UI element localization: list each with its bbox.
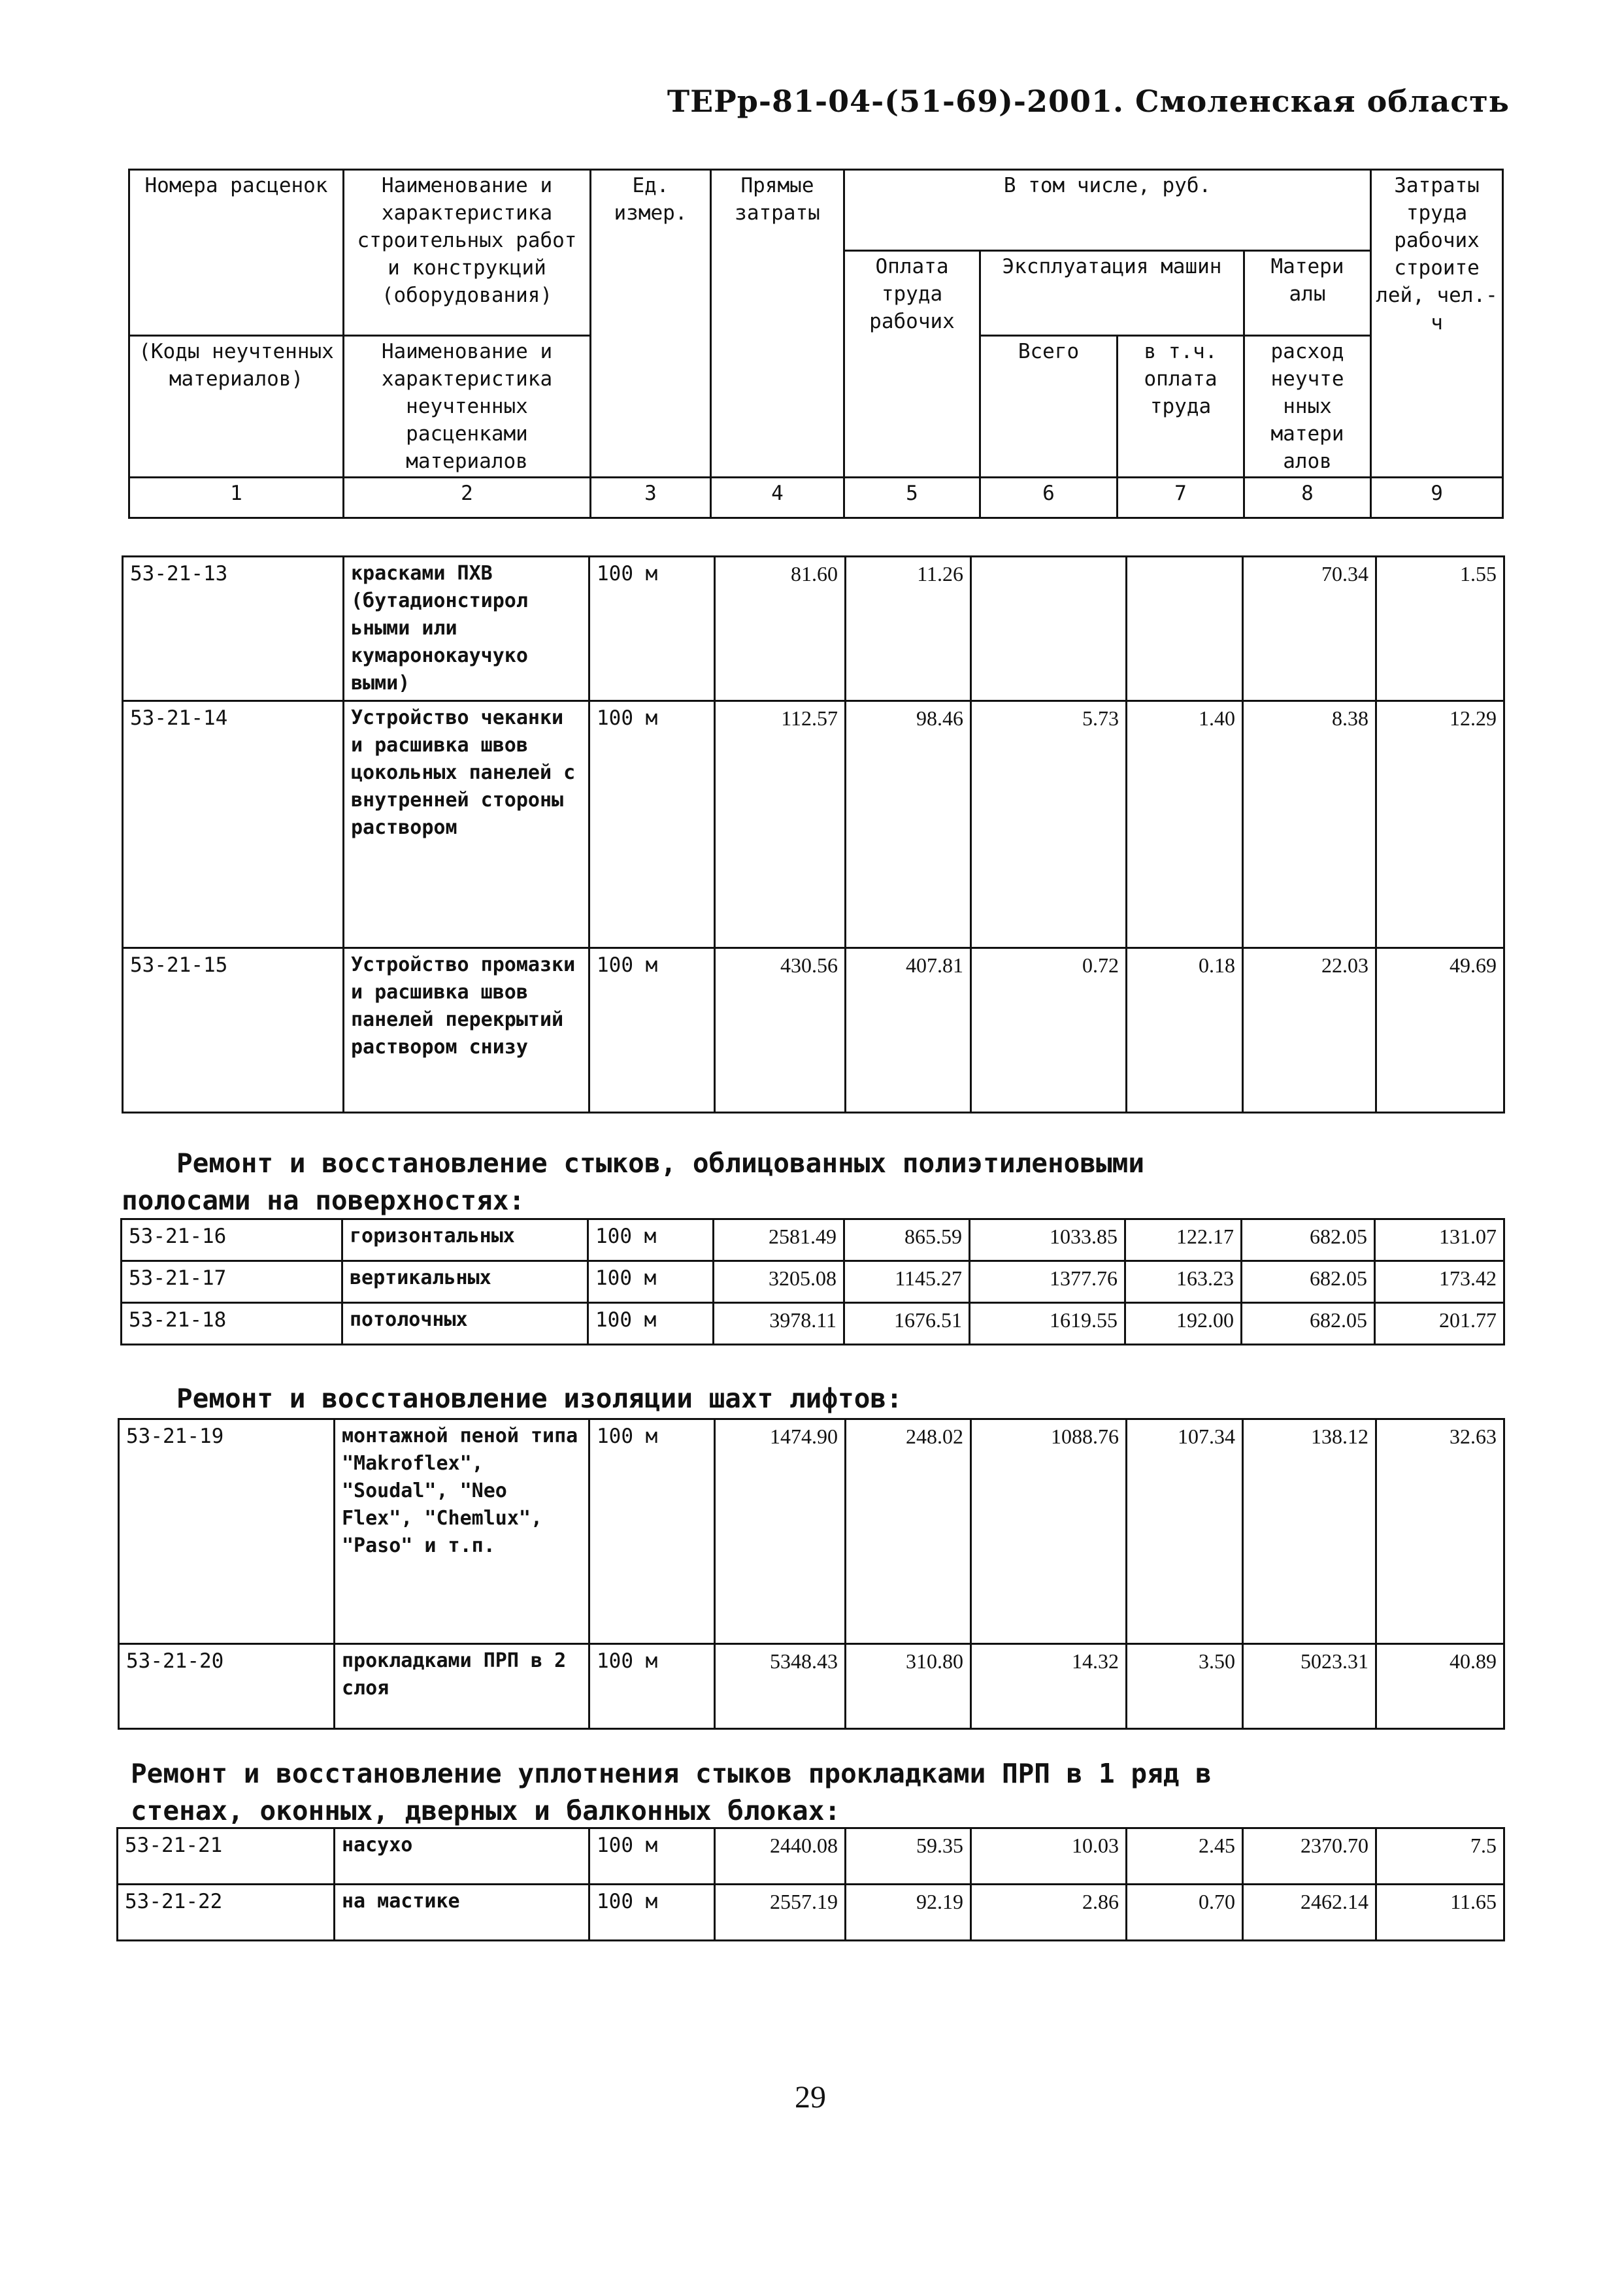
machines-total: 0.72 xyxy=(971,948,1127,1113)
table-row xyxy=(118,1828,1504,1885)
machines-total: 1377.76 xyxy=(970,1261,1125,1303)
col4-header: Прямые затраты xyxy=(711,170,844,478)
direct-costs: 5348.43 xyxy=(715,1644,846,1729)
work-description: потолочных xyxy=(342,1303,588,1345)
labor-hours: 32.63 xyxy=(1376,1419,1504,1644)
work-description: Устройство чеканки и расшивка швов цокольных панелей с внутренней стороны раствором xyxy=(344,701,589,948)
rate-code: 53-21-18 xyxy=(122,1303,342,1345)
section-heading-line: Ремонт и восстановление стыков, облицованных полиэтиленовыми xyxy=(176,1147,1145,1179)
labor-hours: 1.55 xyxy=(1376,557,1504,701)
machines-labor: 1.40 xyxy=(1127,701,1243,948)
column-number: 2 xyxy=(344,478,591,518)
labor-pay: 92.19 xyxy=(846,1885,971,1941)
unit: 100 м xyxy=(588,1303,714,1345)
section-heading-line: стенах, оконных, дверных и балконных блоках: xyxy=(131,1795,841,1826)
table-row xyxy=(119,1644,1504,1729)
column-number: 7 xyxy=(1118,478,1244,518)
rate-code: 53-21-17 xyxy=(122,1261,342,1303)
col1-subheader: (Коды неучтенных материалов) xyxy=(129,336,344,478)
direct-costs: 3205.08 xyxy=(714,1261,844,1303)
table-row xyxy=(122,1261,1504,1303)
labor-pay: 248.02 xyxy=(846,1419,971,1644)
materials: 138.12 xyxy=(1243,1419,1376,1644)
work-description: прокладками ПРП в 2 слоя xyxy=(335,1644,589,1729)
rate-code: 53-21-16 xyxy=(122,1219,342,1261)
machines-total: 14.32 xyxy=(971,1644,1127,1729)
machines-total: 10.03 xyxy=(971,1828,1127,1885)
machines-total: 5.73 xyxy=(971,701,1127,948)
labor-pay: 98.46 xyxy=(846,701,971,948)
column-number: 4 xyxy=(711,478,844,518)
direct-costs: 2581.49 xyxy=(714,1219,844,1261)
work-description: насухо xyxy=(335,1828,589,1885)
work-description: Устройство промазки и расшивка швов панелей перекрытий раствором снизу xyxy=(344,948,589,1113)
unit: 100 м xyxy=(589,701,715,948)
machines-total: 1619.55 xyxy=(970,1303,1125,1345)
materials: 70.34 xyxy=(1243,557,1376,701)
labor-pay: 1676.51 xyxy=(844,1303,970,1345)
materials: 682.05 xyxy=(1242,1303,1375,1345)
direct-costs: 1474.90 xyxy=(715,1419,846,1644)
col5-header: Оплата труда рабочих xyxy=(844,251,980,478)
unit: 100 м xyxy=(588,1219,714,1261)
machines-labor: 0.70 xyxy=(1127,1885,1243,1941)
table-row xyxy=(122,1303,1504,1345)
materials: 682.05 xyxy=(1242,1219,1375,1261)
section-heading-line: Ремонт и восстановление уплотнения стыков прокладками ПРП в 1 ряд в xyxy=(131,1758,1212,1789)
col1-header: Номера расценок xyxy=(129,170,344,336)
materials: 2462.14 xyxy=(1243,1885,1376,1941)
machines-labor: 0.18 xyxy=(1127,948,1243,1113)
exploitation-header: Эксплуатация машин xyxy=(980,251,1244,336)
machines-labor xyxy=(1127,557,1243,701)
machines-total xyxy=(971,557,1127,701)
unit: 100 м xyxy=(589,557,715,701)
rate-code: 53-21-20 xyxy=(119,1644,335,1729)
materials: 5023.31 xyxy=(1243,1644,1376,1729)
direct-costs: 81.60 xyxy=(715,557,846,701)
column-number: 9 xyxy=(1371,478,1503,518)
table-row xyxy=(123,701,1504,948)
work-description: вертикальных xyxy=(342,1261,588,1303)
unit: 100 м xyxy=(589,1885,715,1941)
unit: 100 м xyxy=(589,948,715,1113)
column-number: 1 xyxy=(129,478,344,518)
labor-hours: 40.89 xyxy=(1376,1644,1504,1729)
rate-code: 53-21-19 xyxy=(119,1419,335,1644)
direct-costs: 3978.11 xyxy=(714,1303,844,1345)
direct-costs: 112.57 xyxy=(715,701,846,948)
unit: 100 м xyxy=(589,1828,715,1885)
materials: 8.38 xyxy=(1243,701,1376,948)
machines-total: 1088.76 xyxy=(971,1419,1127,1644)
section-heading-seals xyxy=(131,1755,1212,1830)
col2-subheader: Наименование и характеристика неучтенных расценками материалов xyxy=(344,336,591,478)
unit: 100 м xyxy=(588,1261,714,1303)
rate-code: 53-21-21 xyxy=(118,1828,335,1885)
labor-pay: 1145.27 xyxy=(844,1261,970,1303)
unit: 100 м xyxy=(589,1644,715,1729)
machines-total: 2.86 xyxy=(971,1885,1127,1941)
labor-hours: 12.29 xyxy=(1376,701,1504,948)
table-row xyxy=(123,948,1504,1113)
section-heading-line: Ремонт и восстановление изоляции шахт лифтов: xyxy=(176,1383,903,1414)
page-number: 29 xyxy=(795,2080,826,2115)
machines-labor: 2.45 xyxy=(1127,1828,1243,1885)
work-description: монтажной пеной типа "Makroflex", "Soudal", "Neo Flex", "Chemlux", "Paso" и т.п. xyxy=(335,1419,589,1644)
column-header-table xyxy=(128,169,1504,519)
column-number: 3 xyxy=(591,478,711,518)
machines-labor: 122.17 xyxy=(1125,1219,1242,1261)
labor-hours: 7.5 xyxy=(1376,1828,1504,1885)
document-title: ТЕРр-81-04-(51-69)-2001. Смоленская область xyxy=(667,84,1510,119)
col7-header: в т.ч. оплата труда xyxy=(1118,336,1244,478)
table-row xyxy=(123,557,1504,701)
table-row xyxy=(119,1419,1504,1644)
section-heading-lift-shafts xyxy=(176,1380,903,1417)
col8-subheader: расход неучте нных матери алов xyxy=(1244,336,1371,478)
work-description: горизонтальных xyxy=(342,1219,588,1261)
machines-labor: 3.50 xyxy=(1127,1644,1243,1729)
col2-header: Наименование и характеристика строительных работ и конструкций (оборудования) xyxy=(344,170,591,336)
labor-pay: 407.81 xyxy=(846,948,971,1113)
column-number: 5 xyxy=(844,478,980,518)
section-heading-joints xyxy=(122,1145,1144,1219)
rate-code: 53-21-22 xyxy=(118,1885,335,1941)
rates-table-lift-shafts xyxy=(118,1418,1505,1730)
labor-pay: 310.80 xyxy=(846,1644,971,1729)
direct-costs: 2440.08 xyxy=(715,1828,846,1885)
machines-total: 1033.85 xyxy=(970,1219,1125,1261)
column-number: 8 xyxy=(1244,478,1371,518)
unit: 100 м xyxy=(589,1419,715,1644)
column-number: 6 xyxy=(980,478,1118,518)
col9-header: Затраты труда рабочих строите лей, чел.-ч xyxy=(1371,170,1503,478)
work-description: красками ПХВ (бутадионстирол ьными или кумаронокаучуко выми) xyxy=(344,557,589,701)
rates-table-seals xyxy=(116,1827,1505,1941)
materials: 22.03 xyxy=(1243,948,1376,1113)
labor-pay: 11.26 xyxy=(846,557,971,701)
col3-header: Ед. измер. xyxy=(591,170,711,478)
labor-pay: 865.59 xyxy=(844,1219,970,1261)
labor-hours: 49.69 xyxy=(1376,948,1504,1113)
rates-table-joints xyxy=(120,1218,1505,1345)
group-header: В том числе, руб. xyxy=(844,170,1371,251)
materials: 682.05 xyxy=(1242,1261,1375,1303)
labor-hours: 173.42 xyxy=(1375,1261,1504,1303)
rate-code: 53-21-15 xyxy=(123,948,344,1113)
work-description: на мастике xyxy=(335,1885,589,1941)
rate-code: 53-21-14 xyxy=(123,701,344,948)
section-heading-line: полосами на поверхностях: xyxy=(122,1185,525,1216)
machines-labor: 163.23 xyxy=(1125,1261,1242,1303)
labor-pay: 59.35 xyxy=(846,1828,971,1885)
machines-labor: 107.34 xyxy=(1127,1419,1243,1644)
labor-hours: 131.07 xyxy=(1375,1219,1504,1261)
col6-header: Всего xyxy=(980,336,1118,478)
table-row xyxy=(122,1219,1504,1261)
labor-hours: 201.77 xyxy=(1375,1303,1504,1345)
materials: 2370.70 xyxy=(1243,1828,1376,1885)
col8-header: Матери алы xyxy=(1244,251,1371,336)
machines-labor: 192.00 xyxy=(1125,1303,1242,1345)
rate-code: 53-21-13 xyxy=(123,557,344,701)
direct-costs: 430.56 xyxy=(715,948,846,1113)
direct-costs: 2557.19 xyxy=(715,1885,846,1941)
rates-table-block1 xyxy=(122,555,1505,1114)
labor-hours: 11.65 xyxy=(1376,1885,1504,1941)
table-row xyxy=(118,1885,1504,1941)
